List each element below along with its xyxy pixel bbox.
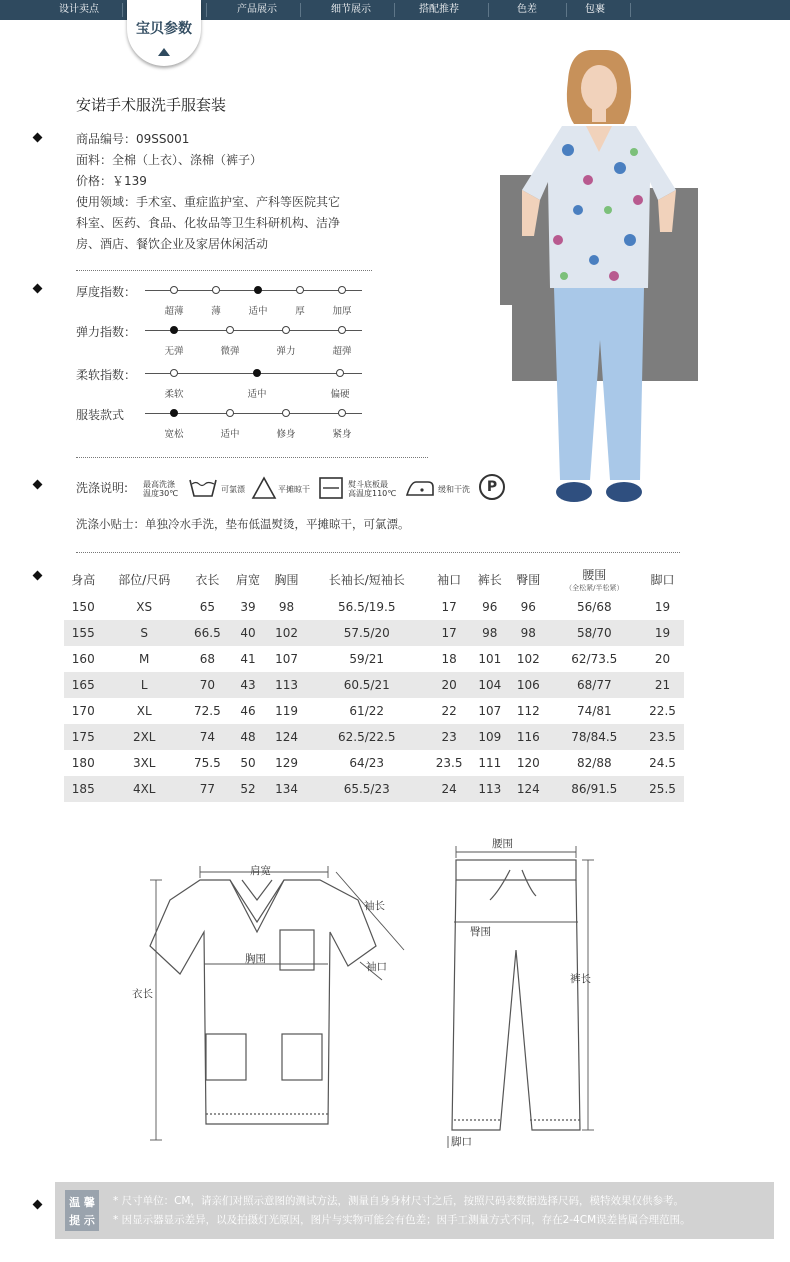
col-waist-label: 腰围 (582, 567, 607, 582)
index-option-label: 偏硬 (330, 389, 350, 400)
nav-item-color-diff[interactable]: 色差 (517, 4, 537, 15)
product-price: 价格：￥139 (76, 174, 147, 188)
wash-temp-line-2: 温度30℃ (143, 489, 179, 498)
nav-separator (300, 3, 301, 17)
table-cell: 52 (229, 776, 268, 802)
col-chest: 胸围 (274, 572, 299, 587)
index-option-label: 弹力 (276, 346, 296, 357)
table-cell: 124 (267, 724, 306, 750)
index-option-dot (282, 409, 290, 417)
index-option-dot (296, 286, 304, 294)
label-chest: 胸围 (245, 953, 266, 965)
diamond-bullet-icon (33, 571, 43, 581)
table-row (64, 724, 684, 750)
active-section-badge[interactable] (127, 0, 201, 66)
index-option-dot (338, 326, 346, 334)
table-cell: 112 (516, 704, 540, 718)
table-cell: 58/70 (548, 620, 642, 646)
dry-clean-symbol: P (486, 479, 498, 495)
diamond-bullet-icon (33, 480, 43, 490)
nav-item-detail-display[interactable]: 细节展示 (331, 4, 371, 15)
wash-flat-dry-text: 平摊晾干 (278, 485, 310, 494)
table-cell: 120 (516, 756, 540, 770)
table-cell: 21 (641, 672, 684, 698)
col-hip: 臀围 (516, 572, 541, 587)
diamond-bullet-icon (33, 284, 43, 294)
table-cell: 72.5 (193, 704, 221, 718)
table-cell: 107 (275, 652, 298, 666)
table-cell: 46 (240, 704, 256, 718)
notice-tag (65, 1190, 99, 1231)
table-cell: 17 (428, 620, 471, 646)
nav-item-package[interactable]: 包裹 (585, 4, 605, 15)
index-option-dot (170, 286, 178, 294)
table-cell: 134 (267, 776, 306, 802)
size-table-header (64, 564, 684, 594)
table-cell: 50 (240, 756, 256, 770)
label-cuff: 袖口 (366, 961, 387, 973)
nav-item-selling-points[interactable]: 设计卖点 (59, 4, 99, 15)
index-option-dot (226, 409, 234, 417)
label-pants-length: 裤长 (570, 973, 591, 985)
index-label: 弹力指数： (76, 325, 137, 339)
table-cell: 20 (428, 672, 471, 698)
table-cell: 75.5 (193, 756, 221, 770)
index-option-label: 超弹 (332, 346, 352, 357)
col-sleeve: 长袖长/短袖长 (328, 572, 405, 587)
index-option-label: 加厚 (332, 306, 352, 317)
nav-item-product-display[interactable]: 产品展示 (237, 4, 277, 15)
diamond-bullet-icon (33, 133, 43, 143)
flat-dry-icon (318, 476, 344, 500)
col-waist (548, 564, 642, 594)
table-cell: 48 (229, 724, 268, 750)
warm-notice (55, 1182, 774, 1239)
nav-separator (206, 3, 207, 17)
table-row (64, 750, 684, 776)
wash-iron-text (348, 480, 396, 498)
table-cell: 116 (509, 724, 548, 750)
table-cell: 111 (478, 756, 502, 770)
table-cell: XS (136, 600, 153, 614)
table-cell: 25.5 (641, 776, 684, 802)
col-shoulder: 肩宽 (236, 572, 261, 587)
index-option-dot (212, 286, 220, 294)
table-cell: 64/23 (349, 756, 385, 770)
index-option-label: 无弹 (164, 346, 184, 357)
bleach-triangle-icon (251, 476, 277, 500)
wash-bleach-text: 可氯漂 (221, 485, 245, 494)
table-cell: 113 (471, 776, 510, 802)
divider (76, 552, 680, 553)
notice-tag-line-1: 温 馨 (69, 1196, 95, 1209)
pants-measurement-diagram (440, 830, 610, 1150)
notice-line-2: * 因显示器显示差异，以及拍摄灯光原因，图片与实物可能会有色差；因手工测量方式不同，存在2-4CM误差皆属合理范围。 (113, 1214, 691, 1226)
table-cell: M (139, 652, 150, 666)
table-cell: 40 (229, 620, 268, 646)
index-option-dot (226, 326, 234, 334)
table-cell: 102 (516, 652, 540, 666)
table-cell: 66.5 (186, 620, 229, 646)
table-cell: 109 (471, 724, 510, 750)
index-option-label: 适中 (247, 389, 267, 400)
table-cell: 170 (71, 704, 95, 718)
wash-dry-clean-text: 缓和干洗 (438, 485, 470, 494)
nav-separator (630, 3, 631, 17)
index-option-dot (170, 369, 178, 377)
table-cell: 65.5/23 (306, 776, 428, 802)
table-cell: 70 (186, 672, 229, 698)
index-option-dot (254, 286, 262, 294)
table-cell: 101 (478, 652, 502, 666)
table-cell: 20 (654, 652, 671, 666)
index-option-dot (170, 326, 178, 334)
table-cell: 106 (509, 672, 548, 698)
table-cell: 165 (64, 672, 103, 698)
col-size: 部位/尺码 (118, 572, 171, 587)
table-cell: 102 (267, 620, 306, 646)
table-cell: 43 (229, 672, 268, 698)
iron-icon (404, 478, 436, 498)
label-body-length: 衣长 (132, 988, 153, 1000)
diamond-bullet-icon (33, 1200, 43, 1210)
table-cell: 23 (428, 724, 471, 750)
nav-separator (122, 3, 123, 17)
index-option-label: 宽松 (164, 429, 184, 440)
table-cell: 98 (278, 600, 295, 614)
table-cell: 68/77 (548, 672, 642, 698)
table-cell: 82/88 (577, 756, 612, 770)
size-table-body (64, 594, 684, 802)
table-cell: 160 (71, 652, 95, 666)
index-option-dot (338, 286, 346, 294)
col-height: 身高 (71, 572, 96, 587)
table-cell: 98 (509, 620, 548, 646)
table-cell: 107 (478, 704, 502, 718)
notice-line-1: * 尺寸单位：CM，请亲们对照示意图的测试方法，测量自身身材尺寸之后，按照尺码表数据选择尺码，模特效果仅供参考。 (113, 1195, 684, 1207)
table-cell: 60.5/21 (306, 672, 428, 698)
nav-item-matching[interactable]: 搭配推荐 (419, 4, 459, 15)
table-cell: 18 (441, 652, 457, 666)
table-cell: 39 (240, 600, 256, 614)
table-cell: 62.5/22.5 (306, 724, 428, 750)
label-sleeve-length: 袖长 (364, 900, 385, 912)
col-pants-length: 裤长 (477, 572, 502, 587)
table-cell: 17 (441, 600, 457, 614)
table-cell: 23.5 (641, 724, 684, 750)
table-cell: 74 (186, 724, 229, 750)
product-usage-line-1: 使用领域：手术室、重症监护室、产科等医院其它 (76, 195, 341, 209)
table-cell: 2XL (103, 724, 186, 750)
index-option-dot (253, 369, 261, 377)
table-cell: 175 (64, 724, 103, 750)
index-option-dot (336, 369, 344, 377)
index-option-label: 修身 (276, 429, 296, 440)
index-option-label: 超薄 (164, 306, 184, 317)
wash-basin-icon (188, 476, 218, 500)
table-cell: 185 (64, 776, 103, 802)
product-usage-line-3: 房、酒店、餐饮企业及家居休闲活动 (76, 237, 269, 251)
index-option-dot (338, 409, 346, 417)
label-hem: 脚口 (451, 1136, 472, 1148)
table-cell: 4XL (103, 776, 186, 802)
index-option-label: 柔软 (164, 389, 184, 400)
table-cell: 56/68 (577, 600, 612, 614)
table-cell: 180 (71, 756, 95, 770)
table-cell: 61/22 (349, 704, 385, 718)
wash-temp-line-1: 最高洗涤 (143, 480, 175, 489)
table-cell: 65 (199, 600, 215, 614)
table-row (64, 594, 684, 620)
nav-separator (488, 3, 489, 17)
wash-tip: 洗涤小贴士：单独冷水手洗，垫布低温熨烫，平摊晾干，可氯漂。 (76, 517, 410, 531)
label-shoulder: 肩宽 (250, 865, 271, 877)
table-cell: 62/73.5 (571, 652, 618, 666)
table-cell: 59/21 (349, 652, 385, 666)
index-label: 厚度指数： (76, 285, 137, 299)
col-hem: 脚口 (650, 572, 675, 587)
col-cuff: 袖口 (437, 572, 462, 587)
wash-temp-text (143, 480, 178, 498)
label-hip: 臀围 (470, 926, 491, 938)
table-cell: 23.5 (435, 756, 463, 770)
badge-triangle-icon (158, 48, 170, 56)
col-body-length: 衣长 (195, 572, 220, 587)
notice-tag-line-2: 提 示 (69, 1214, 95, 1227)
table-cell: 113 (267, 672, 306, 698)
table-cell: 24 (428, 776, 471, 802)
index-option-label: 薄 (211, 306, 221, 317)
table-cell: XL (136, 704, 152, 718)
table-cell: 124 (509, 776, 548, 802)
wash-iron-line-1: 熨斗底板最 (348, 480, 388, 489)
table-cell: 68 (199, 652, 215, 666)
index-label: 服装款式 (76, 408, 125, 422)
table-cell: 119 (275, 704, 298, 718)
product-usage-line-2: 科室、医药、食品、化妆品等卫生科研机构、洁净 (76, 216, 341, 230)
table-cell: 155 (64, 620, 103, 646)
product-fabric: 面料：全棉（上衣）、涤棉（裤子） (76, 153, 263, 167)
table-cell: 96 (520, 600, 536, 614)
index-option-dot (170, 409, 178, 417)
table-row (64, 698, 684, 724)
table-cell: 86/91.5 (548, 776, 642, 802)
table-cell: 98 (471, 620, 510, 646)
table-cell: 3XL (132, 756, 156, 770)
table-cell: 78/84.5 (548, 724, 642, 750)
product-code: 商品编号：09SS001 (76, 132, 190, 146)
divider (76, 270, 372, 271)
table-row (64, 672, 684, 698)
table-cell: 19 (654, 600, 671, 614)
table-row (64, 776, 684, 802)
table-cell: L (103, 672, 186, 698)
top-navigation (0, 0, 790, 20)
index-option-label: 微弹 (220, 346, 240, 357)
table-cell: 19 (641, 620, 684, 646)
product-title: 安诺手术服洗手服套装 (76, 96, 227, 114)
table-cell: 129 (275, 756, 298, 770)
table-cell: 74/81 (577, 704, 612, 718)
nav-separator (394, 3, 395, 17)
label-waist: 腰围 (492, 838, 513, 850)
table-cell: 150 (71, 600, 95, 614)
index-option-label: 适中 (248, 306, 268, 317)
table-cell: 96 (482, 600, 498, 614)
table-cell: 22.5 (649, 704, 676, 718)
wash-label: 洗涤说明: (76, 481, 129, 495)
model-illustration (498, 40, 698, 510)
table-cell: 104 (471, 672, 510, 698)
table-cell: 56.5/19.5 (337, 600, 396, 614)
table-cell: 24.5 (649, 756, 676, 770)
table-cell: 41 (240, 652, 256, 666)
table-cell: 57.5/20 (306, 620, 428, 646)
size-table (64, 564, 684, 802)
product-photo (498, 40, 698, 510)
table-row (64, 646, 684, 672)
table-row (64, 620, 684, 646)
wash-iron-line-2: 高温度110℃ (348, 489, 397, 498)
waist-note: （全松紧/半松紧） (565, 583, 624, 592)
index-label: 柔软指数： (76, 368, 137, 382)
badge-label: 宝贝参数 (136, 21, 192, 37)
divider (76, 457, 428, 458)
table-cell: S (103, 620, 186, 646)
index-option-label: 紧身 (332, 429, 352, 440)
index-option-label: 适中 (220, 429, 240, 440)
table-cell: 22 (441, 704, 457, 718)
table-cell: 77 (186, 776, 229, 802)
index-option-label: 厚 (295, 306, 305, 317)
index-option-dot (282, 326, 290, 334)
